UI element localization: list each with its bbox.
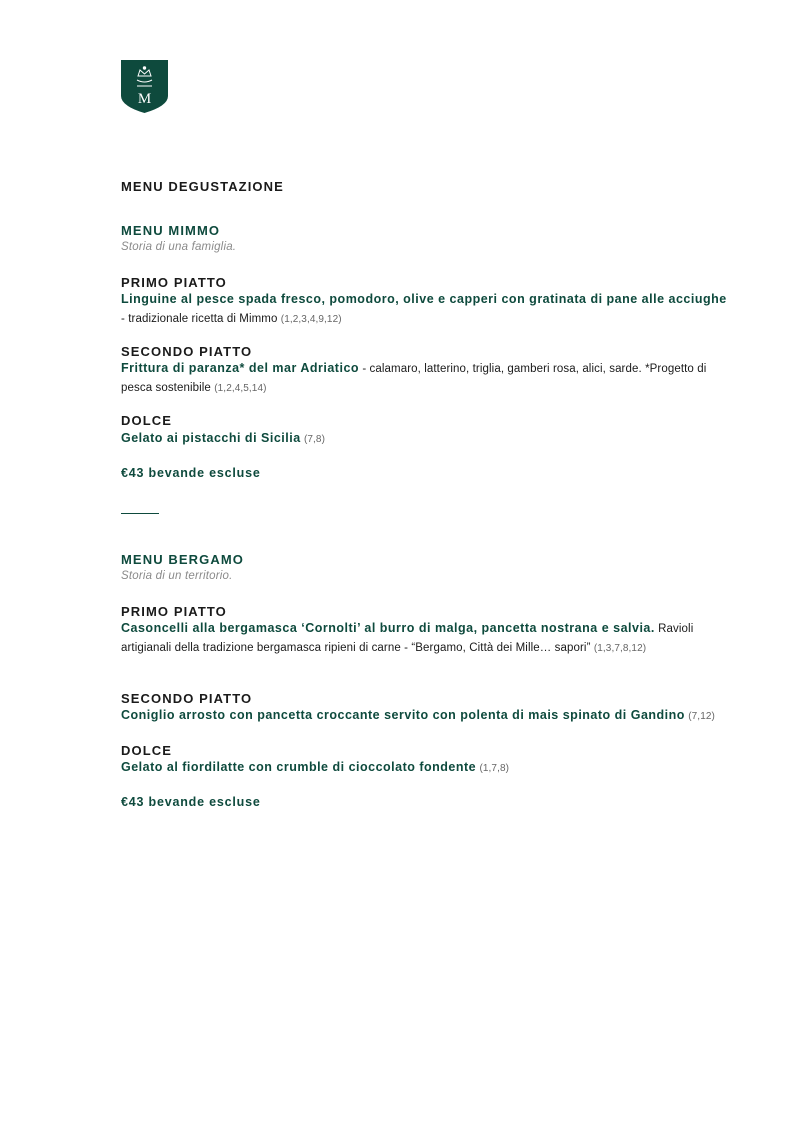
dish-name: Casoncelli alla bergamasca ‘Cornolti’ al burro di malga, pancetta nostrana e salvia. <box>121 621 655 635</box>
dish-description: - tradizionale ricetta di Mimmo <box>121 312 281 325</box>
mimmo-secondo-item <box>121 360 731 397</box>
allergens: (1,7,8) <box>479 763 510 774</box>
allergens: (7,12) <box>688 711 715 722</box>
mimmo-dolce-label: DOLCE <box>121 413 172 428</box>
allergens: (7,8) <box>303 434 326 445</box>
bergamo-dolce-item <box>121 759 731 778</box>
bergamo-dolce-label: DOLCE <box>121 743 172 758</box>
allergens: (1,3,7,8,12) <box>593 642 647 654</box>
mimmo-primo-label: PRIMO PIATTO <box>121 275 227 290</box>
allergens: (1,2,3,4,9,12) <box>280 313 342 325</box>
bergamo-primo-label: PRIMO PIATTO <box>121 604 227 619</box>
dish-name: Linguine al pesce spada fresco, pomodoro, olive e capperi con gratinata di pane alle acciughe <box>121 292 727 306</box>
dish-name: Coniglio arrosto con pancetta croccante servito con polenta di mais spinato di Gandino <box>121 708 685 722</box>
mimmo-dolce-item <box>121 430 731 449</box>
mimmo-primo-item <box>121 291 731 328</box>
menu-bergamo-tagline: Storia di un territorio. <box>121 570 233 582</box>
restaurant-logo <box>121 60 168 113</box>
logo-letter: M <box>137 91 152 107</box>
mimmo-secondo-label: SECONDO PIATTO <box>121 344 253 359</box>
mimmo-price: €43 bevande escluse <box>121 466 261 480</box>
menu-bergamo-title: MENU BERGAMO <box>121 552 244 567</box>
bergamo-secondo-item <box>121 707 731 726</box>
bergamo-secondo-label: SECONDO PIATTO <box>121 691 253 706</box>
divider <box>121 513 159 514</box>
dish-name: Gelato al fiordilatte con crumble di cioccolato fondente <box>121 760 477 774</box>
dish-description: - calamaro, latterino, triglia, gamberi rosa, alici, sarde. *Progetto di pesca sostenibile <box>121 363 707 394</box>
page-title: MENU DEGUSTAZIONE <box>121 179 284 194</box>
dish-name: Frittura di paranza* del mar Adriatico <box>121 361 360 375</box>
menu-mimmo-tagline: Storia di una famiglia. <box>121 241 237 253</box>
dish-name: Gelato ai pistacchi di Sicilia <box>121 431 301 445</box>
dish-description: Ravioli artigianali della tradizione bergamasca ripieni di carne - “Bergamo, Città dei Mille… sapori” <box>121 623 694 654</box>
bergamo-price: €43 bevande escluse <box>121 795 261 809</box>
menu-mimmo-title: MENU MIMMO <box>121 223 221 238</box>
bergamo-primo-item <box>121 620 731 657</box>
allergens: (1,2,4,5,14) <box>214 382 267 394</box>
